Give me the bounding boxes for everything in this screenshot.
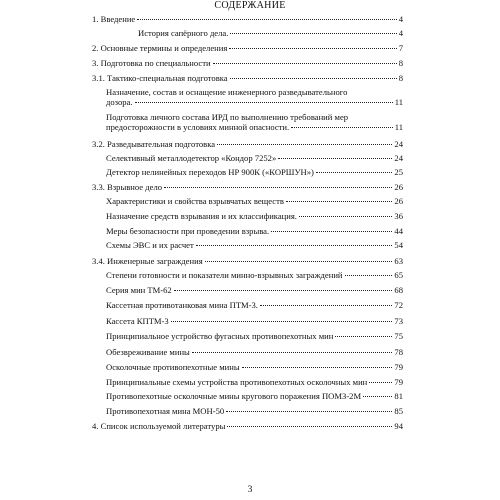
toc-entry-title: Серия мин ТМ-62	[106, 285, 172, 295]
toc-entry-page: 25	[394, 167, 403, 177]
dot-leader	[316, 172, 392, 173]
toc-entry-page: 4	[398, 28, 403, 38]
toc-entry-page: 26	[394, 196, 403, 206]
toc-entry-tm62[interactable]	[106, 285, 403, 295]
page-number: 3	[247, 485, 253, 495]
toc-entry-title: Обезвреживание мины	[106, 347, 190, 357]
toc-entry-title-line2: предосторожности в условиях минной опасности.	[106, 122, 290, 132]
toc-entry-title: Детектор нелинейных переходов НР 900К («КОРШУН»)	[106, 167, 314, 177]
toc-entry-title: Противопехотная мина МОН-50	[106, 406, 225, 416]
toc-entry-safety[interactable]	[106, 226, 403, 236]
toc-entry-title: 3.1. Тактико-специальная подготовка	[92, 73, 228, 83]
toc-entry-history[interactable]	[138, 28, 403, 38]
toc-entry-page: 65	[394, 270, 403, 280]
dot-leader	[345, 275, 393, 276]
toc-entry-title: 3.2. Разведывательная подготовка	[92, 139, 216, 149]
toc-entry-page: 8	[398, 58, 403, 68]
toc-entry-title: Осколочные противопехотные мины	[106, 362, 240, 372]
toc-entry-page: 73	[394, 316, 403, 326]
toc-entry-title: Меры безопасности при проведении взрыва.	[106, 226, 270, 236]
toc-entry-ptm3[interactable]	[106, 300, 403, 310]
toc-entry-page: 26	[394, 182, 403, 192]
toc-entry-condor[interactable]	[106, 153, 403, 163]
toc-entry-title: Принципиальные схемы устройства противопехотных осколочных мин	[106, 377, 368, 387]
dot-leader	[286, 201, 392, 202]
toc-entry-terms[interactable]	[92, 43, 403, 53]
dot-leader	[242, 367, 393, 368]
toc-entry-fragmentation-schemes[interactable]	[106, 377, 403, 387]
toc-entry-page: 79	[394, 377, 403, 387]
toc-entry-literature[interactable]	[92, 421, 403, 431]
toc-entry-pomz2m[interactable]	[106, 391, 403, 401]
dot-leader	[299, 216, 392, 217]
toc-entry-page: 11	[394, 122, 403, 132]
toc-entry-title: Кассетная противотанковая мина ПТМ-3.	[106, 300, 258, 310]
dot-leader	[217, 144, 392, 145]
toc-entry-page: 4	[398, 14, 403, 24]
dot-leader	[174, 290, 393, 291]
toc-entry-section-3-3[interactable]	[92, 182, 403, 192]
dot-leader	[196, 245, 393, 246]
toc-entry-page: 11	[394, 97, 403, 107]
toc-entry-title-line2: дозора.	[106, 97, 133, 107]
toc-entry-page: 24	[394, 153, 403, 163]
toc-entry-page: 79	[394, 362, 403, 372]
toc-entry-page: 81	[394, 391, 403, 401]
dot-leader	[230, 33, 396, 34]
toc-entry-title: Кассета КПТМ-3	[106, 316, 169, 326]
toc-entry-page: 75	[394, 331, 403, 341]
toc-entry-page: 24	[394, 139, 403, 149]
toc-entry-page: 63	[394, 256, 403, 266]
toc-entry-ird-composition[interactable]	[106, 87, 403, 107]
dot-leader	[192, 352, 393, 353]
toc-entry-explosives[interactable]	[106, 196, 403, 206]
toc-entry-specialty[interactable]	[92, 58, 403, 68]
dot-leader	[205, 261, 393, 262]
dot-leader	[227, 426, 392, 427]
dot-leader	[271, 231, 392, 232]
toc-entry-title: 3. Подготовка по специальности	[92, 58, 211, 68]
toc-entry-title: 3.4. Инженерные заграждения	[92, 256, 203, 266]
toc-entry-title: Противопехотные осколочные мины кругового поражения ПОМЗ-2М	[106, 391, 362, 401]
toc-entry-title-line1: Подготовка личного состава ИРД по выполнению требований мер	[106, 112, 349, 122]
dot-leader	[260, 305, 392, 306]
toc-entry-ird-training[interactable]	[106, 112, 403, 132]
toc-entry-fragmentation-mines[interactable]	[106, 362, 403, 372]
toc-entry-evs-schemes[interactable]	[106, 240, 403, 250]
toc-entry-page: 68	[394, 285, 403, 295]
toc-entry-page: 44	[394, 226, 403, 236]
toc-entry-page: 85	[394, 406, 403, 416]
toc-entry-blast-mines[interactable]	[106, 331, 403, 341]
toc-entry-page: 78	[394, 347, 403, 357]
toc-entry-title-line1: Назначение, состав и оснащение инженерного разведывательного	[106, 87, 348, 97]
toc-entry-title: История сапёрного дела.	[138, 28, 229, 38]
toc-entry-page: 72	[394, 300, 403, 310]
page-title: СОДЕРЖАНИЕ	[214, 0, 286, 11]
toc-entry-section-3-2[interactable]	[92, 139, 403, 149]
toc-entry-title: 4. Список используемой литературы	[92, 421, 226, 431]
dot-leader	[278, 158, 392, 159]
toc-entry-introduction[interactable]	[92, 14, 403, 24]
toc-entry-neutralization[interactable]	[106, 347, 403, 357]
toc-entry-page: 36	[394, 211, 403, 221]
dot-leader	[226, 411, 392, 412]
toc-entry-page: 94	[394, 421, 403, 431]
toc-entry-page: 8	[398, 73, 403, 83]
toc-entry-title: 1. Введение	[92, 14, 136, 24]
toc-entry-title: Селективный металлодетектор «Кондор 7252»	[106, 153, 277, 163]
toc-entry-title: 2. Основные термины и определения	[92, 43, 228, 53]
toc-entry-title: Схемы ЭВС и их расчет	[106, 240, 194, 250]
dot-leader	[335, 336, 392, 337]
toc-entry-section-3-4[interactable]	[92, 256, 403, 266]
dot-leader	[135, 102, 393, 103]
toc-entry-readiness[interactable]	[106, 270, 403, 280]
dot-leader	[137, 19, 396, 20]
dot-leader	[230, 78, 397, 79]
dot-leader	[171, 321, 393, 322]
toc-entry-title: Назначение средств взрывания и их классификация.	[106, 211, 297, 221]
toc-entry-page: 7	[398, 43, 403, 53]
toc-entry-section-3-1[interactable]	[92, 73, 403, 83]
dot-leader	[363, 396, 392, 397]
dot-leader	[213, 63, 397, 64]
toc-entry-korshun[interactable]	[106, 167, 403, 177]
toc-entry-title: Степени готовности и показатели минно-взрывных заграждений	[106, 270, 343, 280]
dot-leader	[229, 48, 396, 49]
toc-entry-kptm3[interactable]	[106, 316, 403, 326]
toc-entry-mon50[interactable]	[106, 406, 403, 416]
dot-leader	[164, 187, 392, 188]
toc-entry-initiation-means[interactable]	[106, 211, 403, 221]
toc-entry-title: Принципиальное устройство фугасных противопехотных мин	[106, 331, 334, 341]
dot-leader	[369, 382, 392, 383]
toc-entry-title: 3.3. Взрывное дело	[92, 182, 163, 192]
toc-entry-page: 54	[394, 240, 403, 250]
dot-leader	[291, 127, 393, 128]
toc-entry-title: Характеристики и свойства взрывчатых веществ	[106, 196, 284, 206]
